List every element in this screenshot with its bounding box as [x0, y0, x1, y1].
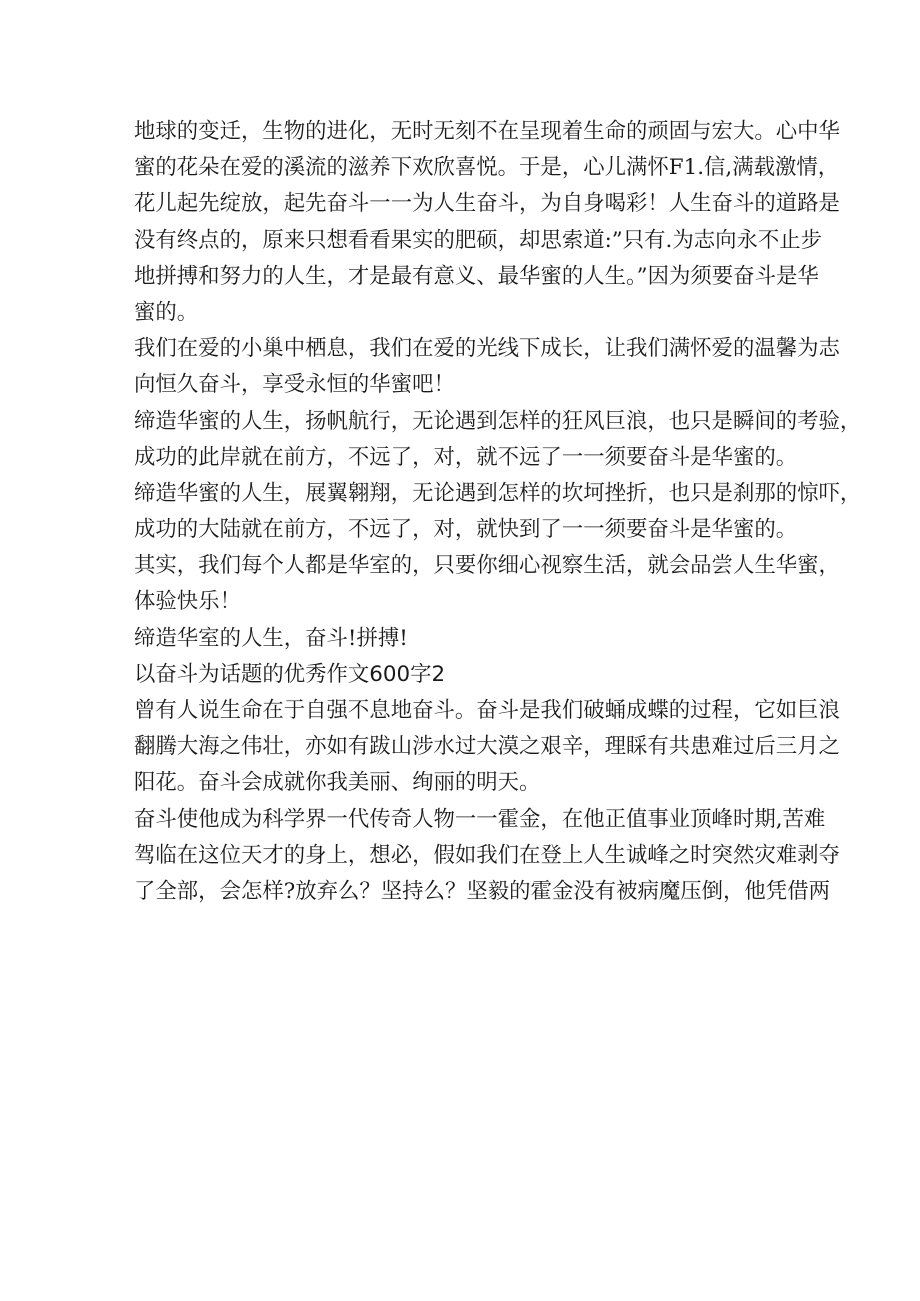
section-heading: 以奋斗为话题的优秀作文600字2 — [134, 661, 446, 687]
text-line: 蜜的。 — [134, 299, 199, 325]
text-line: 我们在爱的小巢中栖息，我们在爱的光线下成长，让我们满怀爱的温馨为志 — [134, 336, 840, 362]
text-line: 体验快乐！ — [134, 589, 241, 615]
text-line: 缔造华蜜的人生，展翼翱翔，无论遇到怎样的坎坷挫折，也只是刹那的惊吓， — [134, 480, 862, 506]
text-line: 缔造华蜜的人生，扬帆航行，无论遇到怎样的狂风巨浪，也只是瞬间的考验， — [134, 408, 862, 434]
text-line: 地球的变迁，生物的进化，无时无刻不在呈现着生命的顽固与宏大。心中华 — [134, 119, 840, 144]
text-line: 缔造华室的人生，奋斗!拼搏! — [134, 625, 408, 651]
text-line: 花儿起先绽放，起先奋斗一一为人生奋斗，为自身喝彩！人生奋斗的道路是 — [134, 191, 840, 217]
text-line: 奋斗使他成为科学界一代传奇人物一一霍金，在他正值事业顶峰时期,苦难 — [134, 806, 826, 832]
text-line: 了全部，会怎样?放弃么？坚持么？坚毅的霍金没有被病魔压倒，他凭借两 — [134, 878, 830, 904]
text-line: 成功的大陆就在前方，不远了，对，就快到了一一须要奋斗是华蜜的。 — [134, 517, 798, 543]
text-line: 成功的此岸就在前方，不远了，对，就不远了一一须要奋斗是华蜜的。 — [134, 444, 798, 470]
text-line: 蜜的花朵在爱的溪流的滋养下欢欣喜悦。于是，心儿满怀F1.信,满载激情， — [134, 155, 840, 181]
document-body — [134, 114, 862, 910]
text-line: 向恒久奋斗，享受永恒的华蜜吧！ — [134, 372, 455, 398]
text-line: 阳花。奋斗会成就你我美丽、绚丽的明天。 — [134, 770, 541, 796]
text-line: 驾临在这位天才的身上，想必，假如我们在登上人生诚峰之时突然灾难剥夺 — [134, 842, 840, 868]
text-line: 没有终点的，原来只想看看果实的肥硕，却思索道:”只有.为志向永不止步 — [134, 227, 823, 253]
text-line: 翻腾大海之伟壮，亦如有跋山涉水过大漠之艰辛，理睬有共患难过后三月之 — [134, 734, 840, 760]
text-line: 地拼搏和努力的人生，才是最有意义、最华蜜的人生。”因为须要奋斗是华 — [134, 263, 819, 289]
text-line: 其实，我们每个人都是华室的，只要你细心视察生活，就会品尝人生华蜜， — [134, 553, 840, 579]
text-line: 曾有人说生命在于自强不息地奋斗。奋斗是我们破蛹成蝶的过程，它如巨浪 — [134, 698, 840, 723]
